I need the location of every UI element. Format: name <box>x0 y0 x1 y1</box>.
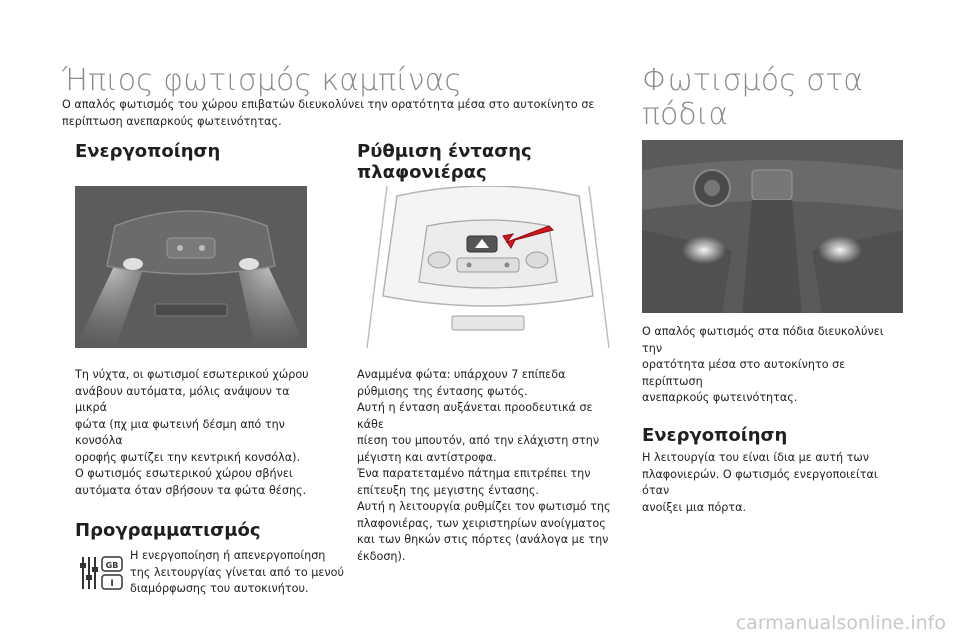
programming-line: Η ενεργοποίηση ή απενεργοποίηση <box>130 549 326 562</box>
footwell-activation-line: πλαφονιερών. Ο φωτισμός ενεργοποιείται όταν <box>642 467 878 497</box>
activation-heading: Ενεργοποίηση <box>75 141 221 162</box>
activation-line: φώτα (πχ μια φωτεινή δέσμη από την κονσόλα <box>75 417 285 447</box>
intensity-text <box>357 367 622 565</box>
ceiling-console-photo <box>75 186 307 348</box>
intensity-line: επίτευξη της μεγιστης έντασης. <box>357 483 539 497</box>
intensity-heading <box>357 141 532 183</box>
intensity-line: πίεση του μπουτόν, από την ελάχιστη στην <box>357 434 600 447</box>
activation-line: Ο φωτισμός εσωτερικού χώρου σβήνει <box>75 467 293 480</box>
cabin-lighting-intro <box>62 97 622 130</box>
intensity-line: Αυτή η ένταση αυξάνεται προοδευτικά σε κάθε <box>357 401 593 431</box>
programming-line: της λειτουργίας γίνεται από το μενού <box>130 565 344 579</box>
footwell-activation-line: ανοίξει μια πόρτα. <box>642 500 747 514</box>
programming-heading: Προγραμματισμός <box>75 520 261 541</box>
page-title-footwell-lighting <box>642 64 863 132</box>
footwell-activation-text <box>642 450 907 516</box>
footwell-title-line: Φωτισμός στα <box>642 63 864 98</box>
activation-line: Τη νύχτα, οι φωτισμοί εσωτερικού χώρου <box>75 368 309 381</box>
footwell-intro <box>642 324 907 407</box>
intensity-heading-line: πλαφονιέρας <box>357 162 487 183</box>
page-title-cabin-lighting: Ήπιος φωτισμός καμπίνας <box>62 63 462 98</box>
intensity-line: έκδοση). <box>357 549 406 563</box>
intensity-heading-line: Ρύθμιση έντασης <box>357 141 532 162</box>
ceiling-console-drawing <box>357 186 619 348</box>
activation-line: ανάβουν αυτόματα, μόλις ανάψουν τα μικρά <box>75 384 290 414</box>
footwell-intro-line: ορατότητα μέσα στο αυτοκίνητο σε περίπτωση <box>642 358 846 388</box>
footwell-intro-line: Ο απαλός φωτισμός στα πόδια διευκολύνει την <box>642 325 884 355</box>
footwell-title-line: πόδια <box>642 97 729 132</box>
activation-text <box>75 367 325 499</box>
language-gb-label: GB <box>105 561 119 570</box>
intensity-line: ρύθμισης της έντασης φωτός. <box>357 384 528 398</box>
activation-line: αυτόματα όταν σβήσουν τα φώτα θέσης. <box>75 483 307 497</box>
intensity-line: και των θηκών στις πόρτες (ανάλογα με την <box>357 533 609 546</box>
intensity-line: Αυτή η λειτουργία ρυθμίζει τον φωτισμό της <box>357 500 611 513</box>
activation-line: οροφής φωτίζει την κεντρική κονσόλα). <box>75 450 301 464</box>
language-i-label: I <box>110 579 114 589</box>
intro-line: Ο απαλός φωτισμός του χώρου επιβατών διευκολύνει την ορατότητα μέσα στο αυτοκίνητο σε <box>62 98 595 111</box>
footwell-intro-line: ανεπαρκούς φωτεινότητας. <box>642 391 798 404</box>
programming-line: διαμόρφωσης του αυτοκινήτου. <box>130 582 309 595</box>
intensity-line: Αναμμένα φώτα: υπάρχουν 7 επίπεδα <box>357 368 566 381</box>
footwell-activation-heading: Ενεργοποίηση <box>642 425 788 446</box>
intensity-line: Ένα παρατεταμένο πάτημα επιτρέπει την <box>357 467 591 480</box>
settings-menu-icon <box>78 553 124 593</box>
watermark: carmanualsonline.info <box>735 612 946 634</box>
intensity-line: μέγιστη και αντίστροφα. <box>357 450 497 464</box>
footwell-photo <box>642 140 903 313</box>
programming-text <box>130 548 350 598</box>
intro-line: περίπτωση ανεπαρκούς φωτεινότητας. <box>62 114 282 128</box>
intensity-line: πλαφονιέρας, των χειριστηρίων ανοίγματος <box>357 516 606 530</box>
footwell-activation-line: Η λειτουργία του είναι ίδια με αυτή των <box>642 451 869 464</box>
